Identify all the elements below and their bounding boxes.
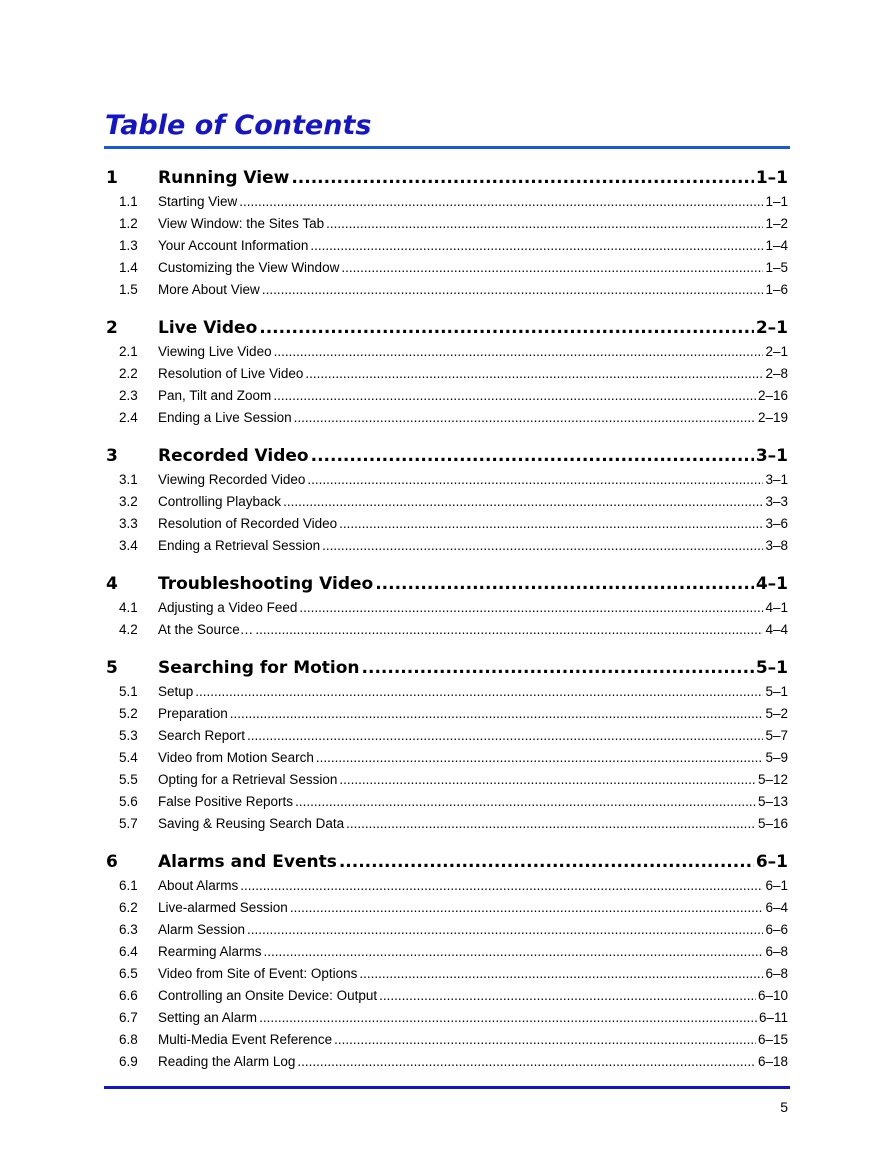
section-number: 6.2 (119, 900, 138, 915)
section-number: 5.6 (119, 794, 138, 809)
section-page: 6–11 (758, 1010, 788, 1025)
dot-leader (375, 571, 754, 597)
section-page: 1–5 (765, 260, 788, 275)
dot-leader (295, 791, 756, 813)
section-entry[interactable] (106, 919, 788, 941)
section-entry[interactable] (106, 491, 788, 513)
section-entry[interactable] (106, 535, 788, 557)
dot-leader (195, 681, 763, 703)
section-page: 2–16 (757, 388, 788, 403)
section-number: 1.3 (119, 238, 138, 253)
dot-leader (346, 813, 756, 835)
chapter-page: 2–1 (755, 318, 788, 338)
section-title: Saving & Reusing Search Data (158, 816, 345, 831)
chapter-entry[interactable] (106, 443, 788, 469)
section-number: 1.2 (119, 216, 138, 231)
dot-leader (255, 619, 763, 641)
section-title: Customizing the View Window (158, 260, 340, 275)
section-number: 5.3 (119, 728, 138, 743)
dot-leader (341, 257, 763, 279)
chapter-title: Running View (158, 168, 290, 188)
dot-leader (273, 385, 756, 407)
dot-leader (311, 443, 754, 469)
section-page: 5–13 (757, 794, 788, 809)
section-title: Viewing Recorded Video (158, 472, 306, 487)
chapter-page: 3–1 (755, 446, 788, 466)
section-title: Live-alarmed Session (158, 900, 288, 915)
table-of-contents (106, 165, 788, 1073)
section-entry[interactable] (106, 703, 788, 725)
section-page: 2–1 (765, 344, 788, 359)
section-entry[interactable] (106, 341, 788, 363)
section-entry[interactable] (106, 407, 788, 429)
chapter-page: 4–1 (755, 574, 788, 594)
section-number: 4.2 (119, 622, 138, 637)
section-title: Alarm Session (158, 922, 246, 937)
section-number: 6.6 (119, 988, 138, 1003)
section-entry[interactable] (106, 875, 788, 897)
section-page: 5–9 (765, 750, 788, 765)
dot-leader (291, 165, 753, 191)
section-entry[interactable] (106, 963, 788, 985)
section-number: 5.1 (119, 684, 138, 699)
section-page: 1–4 (765, 238, 788, 253)
section-title: Controlling an Onsite Device: Output (158, 988, 378, 1003)
dot-leader (334, 1029, 756, 1051)
chapter-entry[interactable] (106, 849, 788, 875)
section-entry[interactable] (106, 897, 788, 919)
section-title: At the Source… (158, 622, 254, 637)
dot-leader (290, 897, 764, 919)
dot-leader (264, 941, 764, 963)
section-title: Controlling Playback (158, 494, 282, 509)
dot-leader (247, 725, 763, 747)
section-number: 2.1 (119, 344, 138, 359)
section-entry[interactable] (106, 725, 788, 747)
section-page: 5–7 (765, 728, 788, 743)
chapter-number: 5 (106, 658, 118, 678)
section-title: Resolution of Recorded Video (158, 516, 338, 531)
section-page: 2–19 (757, 410, 788, 425)
section-page: 3–8 (765, 538, 788, 553)
section-page: 6–6 (765, 922, 788, 937)
dot-leader (316, 747, 764, 769)
dot-leader (339, 849, 754, 875)
page-title: Table of Contents (105, 110, 372, 141)
section-entry[interactable] (106, 619, 788, 641)
dot-leader (230, 703, 764, 725)
section-page: 6–1 (765, 878, 788, 893)
dot-leader (310, 235, 763, 257)
section-page: 3–3 (765, 494, 788, 509)
dot-leader (307, 469, 763, 491)
section-title: Opting for a Retrieval Session (158, 772, 338, 787)
section-page: 1–2 (765, 216, 788, 231)
section-title: Resolution of Live Video (158, 366, 304, 381)
chapter-number: 6 (106, 852, 118, 872)
section-number: 4.1 (119, 600, 138, 615)
section-entry[interactable] (106, 941, 788, 963)
section-number: 6.9 (119, 1054, 138, 1069)
chapter-page: 6–1 (755, 852, 788, 872)
section-number: 2.2 (119, 366, 138, 381)
chapter-entry[interactable] (106, 315, 788, 341)
chapter-title: Live Video (158, 318, 258, 338)
section-title: Rearming Alarms (158, 944, 262, 959)
dot-leader (339, 769, 756, 791)
section-title: Search Report (158, 728, 246, 743)
section-number: 5.2 (119, 706, 138, 721)
section-page: 5–16 (757, 816, 788, 831)
section-page: 5–1 (765, 684, 788, 699)
section-number: 3.2 (119, 494, 138, 509)
chapter-number: 3 (106, 446, 118, 466)
dot-leader (322, 535, 763, 557)
section-number: 1.4 (119, 260, 138, 275)
section-number: 2.3 (119, 388, 138, 403)
chapter-number: 4 (106, 574, 118, 594)
section-title: Video from Site of Event: Options (158, 966, 358, 981)
dot-leader (283, 491, 763, 513)
dot-leader (326, 213, 763, 235)
section-page: 4–1 (765, 600, 788, 615)
dot-leader (339, 513, 763, 535)
section-entry[interactable] (106, 985, 788, 1007)
section-title: False Positive Reports (158, 794, 294, 809)
title-rule (104, 146, 790, 149)
section-number: 6.7 (119, 1010, 138, 1025)
section-entry[interactable] (106, 385, 788, 407)
dot-leader (240, 875, 763, 897)
section-entry[interactable] (106, 813, 788, 835)
section-title: Setting an Alarm (158, 1010, 258, 1025)
section-title: Ending a Live Session (158, 410, 292, 425)
section-title: Ending a Retrieval Session (158, 538, 321, 553)
chapter-title: Searching for Motion (158, 658, 360, 678)
section-entry[interactable] (106, 469, 788, 491)
section-page: 6–10 (757, 988, 788, 1003)
dot-leader (362, 655, 754, 681)
section-number: 1.5 (119, 282, 138, 297)
section-entry[interactable] (106, 791, 788, 813)
section-page: 2–8 (765, 366, 788, 381)
footer-rule (104, 1086, 790, 1089)
chapter-title: Recorded Video (158, 446, 309, 466)
section-number: 5.4 (119, 750, 138, 765)
section-title: More About View (158, 282, 260, 297)
dot-leader (359, 963, 763, 985)
page-number: 5 (780, 1099, 788, 1115)
section-number: 5.7 (119, 816, 138, 831)
dot-leader (247, 919, 763, 941)
dot-leader (239, 191, 763, 213)
section-entry[interactable] (106, 513, 788, 535)
section-entry[interactable] (106, 1051, 788, 1073)
dot-leader (274, 341, 764, 363)
dot-leader (299, 597, 763, 619)
section-page: 6–4 (765, 900, 788, 915)
section-number: 6.4 (119, 944, 138, 959)
section-number: 6.5 (119, 966, 138, 981)
section-title: Pan, Tilt and Zoom (158, 388, 272, 403)
section-number: 3.1 (119, 472, 138, 487)
section-title: Starting View (158, 194, 238, 209)
chapter-entry[interactable] (106, 571, 788, 597)
section-entry[interactable] (106, 213, 788, 235)
dot-leader (305, 363, 763, 385)
section-title: Reading the Alarm Log (158, 1054, 296, 1069)
section-page: 5–2 (765, 706, 788, 721)
section-title: Viewing Live Video (158, 344, 272, 359)
section-entry[interactable] (106, 1007, 788, 1029)
section-number: 3.4 (119, 538, 138, 553)
dot-leader (294, 407, 756, 429)
section-entry[interactable] (106, 191, 788, 213)
section-title: Video from Motion Search (158, 750, 314, 765)
section-page: 6–8 (765, 944, 788, 959)
section-page: 5–12 (757, 772, 788, 787)
section-page: 3–1 (765, 472, 788, 487)
section-number: 3.3 (119, 516, 138, 531)
chapter-number: 1 (106, 168, 118, 188)
dot-leader (262, 279, 764, 301)
dot-leader (259, 1007, 757, 1029)
section-number: 6.1 (119, 878, 138, 893)
chapter-title: Alarms and Events (158, 852, 337, 872)
section-entry[interactable] (106, 1029, 788, 1051)
section-number: 5.5 (119, 772, 138, 787)
section-title: View Window: the Sites Tab (158, 216, 325, 231)
section-entry[interactable] (106, 747, 788, 769)
dot-leader (379, 985, 756, 1007)
section-title: Setup (158, 684, 194, 699)
section-entry[interactable] (106, 597, 788, 619)
section-number: 6.8 (119, 1032, 138, 1047)
section-title: Your Account Information (158, 238, 309, 253)
dot-leader (297, 1051, 756, 1073)
dot-leader (259, 315, 754, 341)
section-entry[interactable] (106, 363, 788, 385)
section-entry[interactable] (106, 769, 788, 791)
section-title: Multi-Media Event Reference (158, 1032, 333, 1047)
section-page: 1–6 (765, 282, 788, 297)
section-entry[interactable] (106, 235, 788, 257)
chapter-entry[interactable] (106, 165, 788, 191)
chapter-entry[interactable] (106, 655, 788, 681)
section-title: Preparation (158, 706, 228, 721)
chapter-page: 5–1 (755, 658, 788, 678)
section-entry[interactable] (106, 681, 788, 703)
section-number: 1.1 (119, 194, 138, 209)
chapter-title: Troubleshooting Video (158, 574, 374, 594)
section-number: 6.3 (119, 922, 138, 937)
chapter-page: 1–1 (755, 168, 788, 188)
section-entry[interactable] (106, 257, 788, 279)
section-number: 2.4 (119, 410, 138, 425)
section-entry[interactable] (106, 279, 788, 301)
section-page: 6–15 (757, 1032, 788, 1047)
chapter-number: 2 (106, 318, 118, 338)
section-page: 6–18 (757, 1054, 788, 1069)
section-title: About Alarms (158, 878, 239, 893)
section-title: Adjusting a Video Feed (158, 600, 298, 615)
section-page: 3–6 (765, 516, 788, 531)
section-page: 4–4 (765, 622, 788, 637)
section-page: 1–1 (765, 194, 788, 209)
section-page: 6–8 (765, 966, 788, 981)
